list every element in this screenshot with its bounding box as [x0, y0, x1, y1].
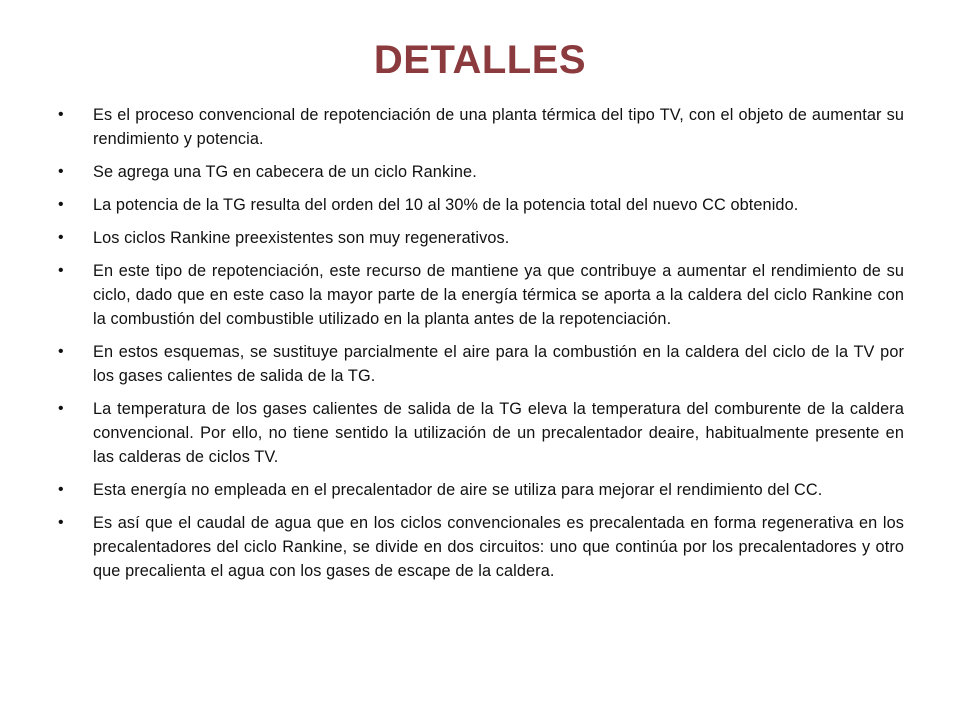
bullet-item	[58, 340, 904, 388]
bullet-dot-icon: •	[58, 514, 64, 531]
bullet-dot-icon: •	[58, 229, 64, 246]
bullet-list	[58, 103, 904, 592]
bullet-dot-icon: •	[58, 481, 64, 498]
bullet-text: En estos esquemas, se sustituye parcialmente el aire para la combustión en la caldera del ciclo de la TV por los gases calientes de salida de la TG.	[93, 343, 904, 385]
bullet-dot-icon: •	[58, 106, 64, 123]
bullet-item	[58, 259, 904, 331]
bullet-text: La potencia de la TG resulta del orden del 10 al 30% de la potencia total del nuevo CC obtenido.	[93, 196, 799, 214]
bullet-dot-icon: •	[58, 262, 64, 279]
bullet-text: Esta energía no empleada en el precalentador de aire se utiliza para mejorar el rendimiento del CC.	[93, 481, 823, 499]
bullet-text: Se agrega una TG en cabecera de un ciclo Rankine.	[93, 163, 477, 181]
slide-title: DETALLES	[373, 38, 587, 82]
bullet-text: Es el proceso convencional de repotenciación de una planta térmica del tipo TV, con el objeto de aumentar su rendimiento y potencia.	[93, 106, 904, 148]
bullet-text: Los ciclos Rankine preexistentes son muy regenerativos.	[93, 229, 510, 247]
bullet-dot-icon: •	[58, 196, 64, 213]
bullet-item	[58, 226, 904, 250]
bullet-dot-icon: •	[58, 400, 64, 417]
bullet-item	[58, 193, 904, 217]
bullet-text: Es así que el caudal de agua que en los ciclos convencionales es precalentada en forma regenerativa en los precalentadores del ciclo Rankine, se divide en dos circuitos: uno que continúa por los precalentadores y otro que precalienta el agua con los gases de escape de la caldera.	[93, 514, 904, 580]
bullet-text: La temperatura de los gases calientes de salida de la TG eleva la temperatura del comburente de la caldera convencional. Por ello, no tiene sentido la utilización de un precalentador deaire, habitualmente presente en las calderas de ciclos TV.	[93, 400, 904, 466]
bullet-text: En este tipo de repotenciación, este recurso de mantiene ya que contribuye a aumentar el rendimiento de su ciclo, dado que en este caso la mayor parte de la energía térmica se aporta a la caldera del ciclo Rankine con la combustión del combustible utilizado en la planta antes de la repotenciación.	[93, 262, 904, 328]
bullet-item	[58, 103, 904, 151]
bullet-item	[58, 397, 904, 469]
bullet-dot-icon: •	[58, 343, 64, 360]
bullet-item	[58, 478, 904, 502]
bullet-item	[58, 160, 904, 184]
bullet-dot-icon: •	[58, 163, 64, 180]
bullet-item	[58, 511, 904, 583]
